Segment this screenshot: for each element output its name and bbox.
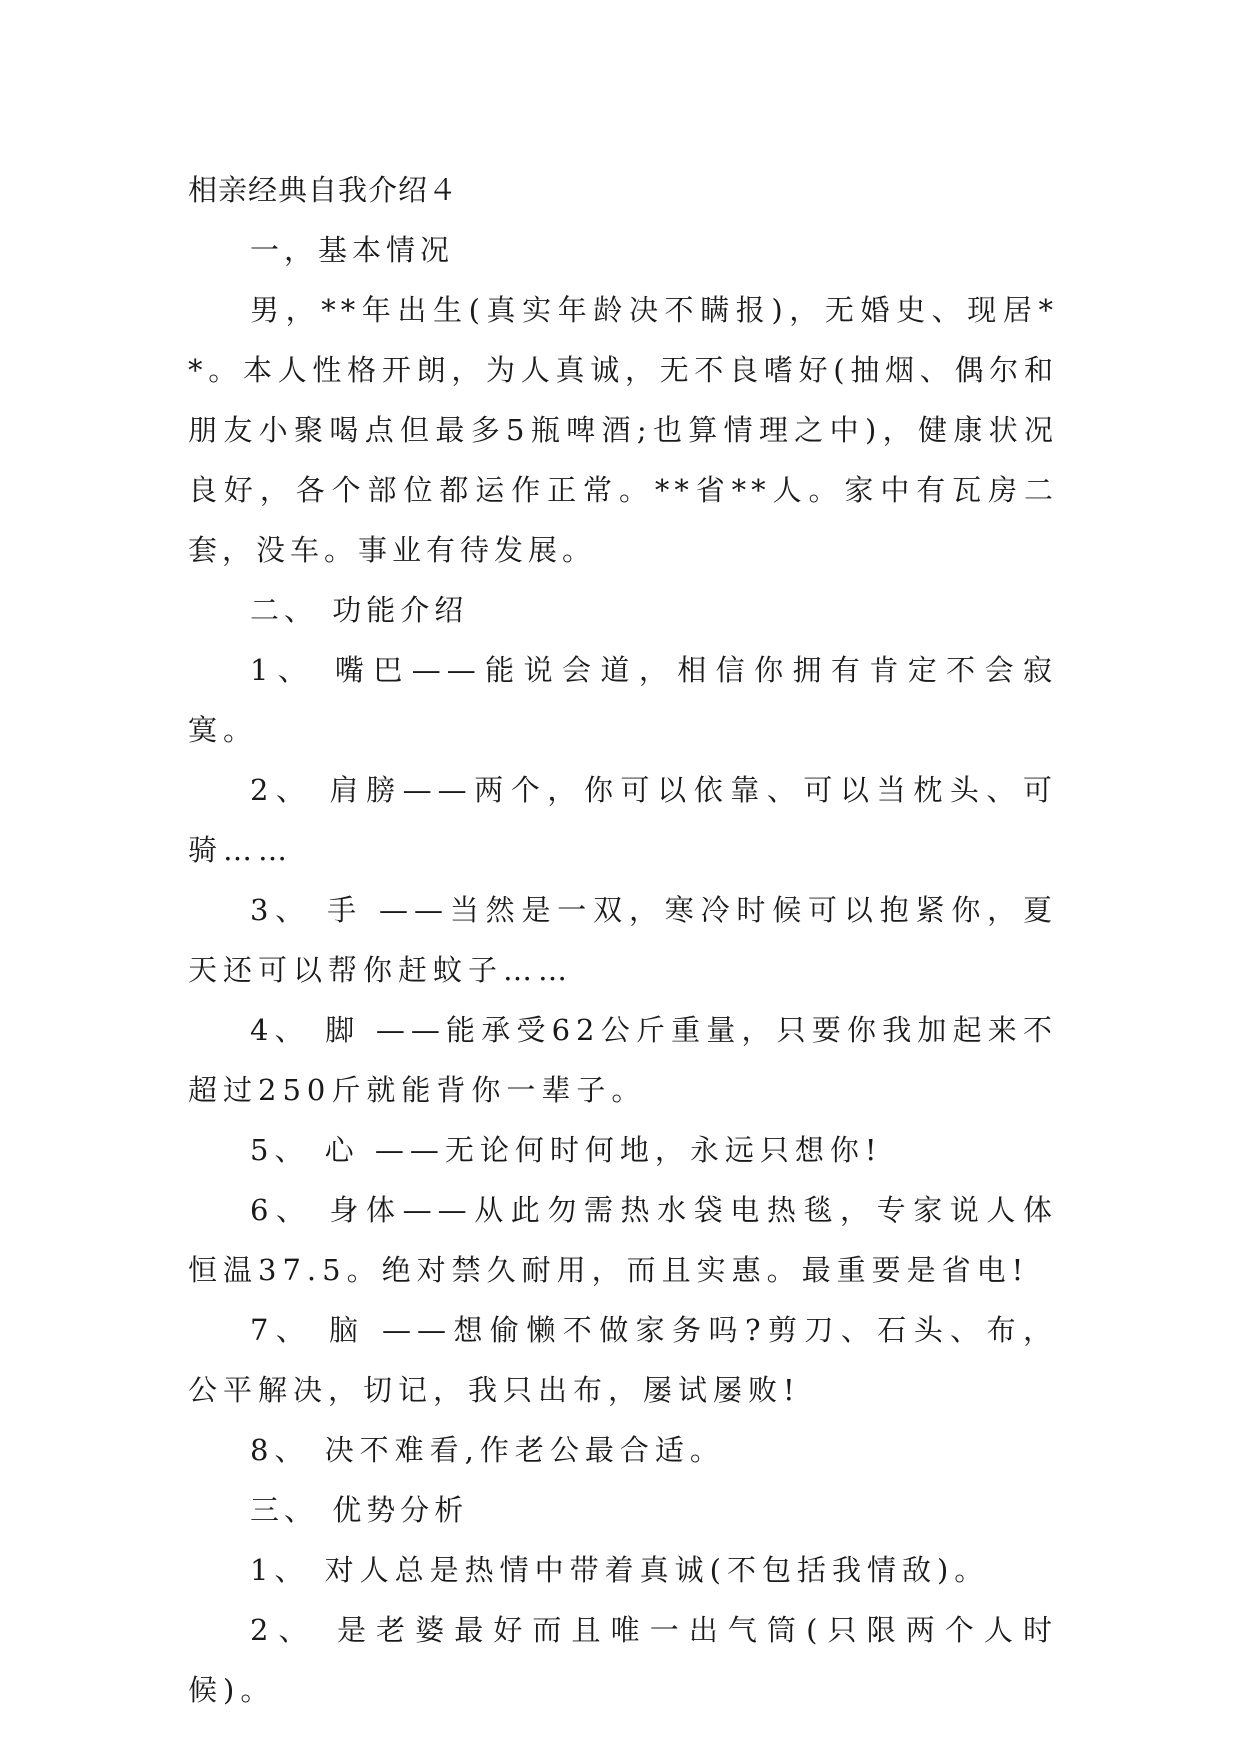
feature-item: 8、 决不难看,作老公最合适。: [250, 1433, 725, 1467]
feature-item: 4、 脚 ——能承受62公斤重量，只要你我加起来不超过250斤就能背你一辈子。: [188, 1013, 1058, 1107]
basic-info-paragraph: 男，**年出生(真实年龄决不瞒报)，无婚史、现居**。本人性格开朗，为人真诚，无不良嗜好(抽烟、偶尔和朋友小聚喝点但最多5瓶啤酒;也算情理之中)，健康状况良好，各个部位都运作正常。**省**人。家中有瓦房二套，没车。事业有待发展。: [188, 293, 1058, 567]
feature-item: 5、 心 ——无论何时何地，永远只想你!: [250, 1133, 883, 1167]
feature-item: 1、 嘴巴——能说会道，相信你拥有肯定不会寂寞。: [188, 653, 1058, 747]
section-heading-advantages: 三、 优势分析: [250, 1493, 469, 1527]
section-heading-basic-info: 一，基本情况: [250, 233, 455, 267]
feature-item: 2、 肩膀——两个，你可以依靠、可以当枕头、可骑……: [188, 773, 1058, 867]
advantage-item: 1、 对人总是热情中带着真诚(不包括我情敌)。: [250, 1553, 990, 1587]
feature-item: 6、 身体——从此勿需热水袋电热毯，专家说人体恒温37.5。绝对禁久耐用，而且实惠。最重要是省电!: [188, 1193, 1058, 1287]
advantage-item: 2、 是老婆最好而且唯一出气筒(只限两个人时候)。: [188, 1613, 1058, 1707]
feature-item: 7、 脑 ——想偷懒不做家务吗?剪刀、石头、布，公平解决，切记，我只出布，屡试屡败!: [188, 1313, 1058, 1407]
section-heading-features: 二、 功能介绍: [250, 593, 469, 627]
feature-item: 3、 手 ——当然是一双，寒冷时候可以抱紧你，夏天还可以帮你赶蚊子……: [188, 893, 1058, 987]
document-body: [188, 160, 1058, 1720]
document-title: 相亲经典自我介绍４: [188, 173, 459, 207]
